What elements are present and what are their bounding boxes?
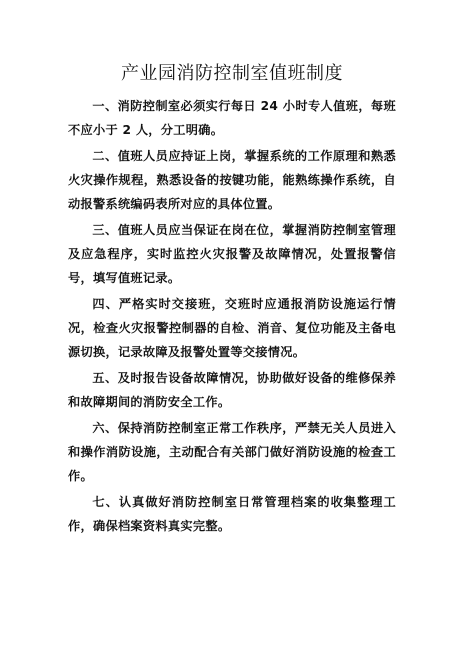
rule-paragraph-7: 七、认真做好消防控制室日常管理档案的收集整理工作，确保档案资料真实完整。 [68,495,396,533]
rule-paragraph-3: 三、值班人员应当保证在岗在位，掌握消防控制室管理及应急程序，实时监控火灾报警及故障情况，处置报警信号，填写值班记录。 [68,223,396,285]
rule-paragraph-4: 四、严格实时交接班，交班时应通报消防设施运行情况，检查火灾报警控制器的自检、消音、复位功能及主备电源切换，记录故障及报警处置等交接情况。 [68,297,396,359]
rule-paragraph-2: 二、值班人员应持证上岗，掌握系统的工作原理和熟悉火灾操作规程，熟悉设备的按键功能，能熟练操作系统，自动报警系统编码表所对应的具体位置。 [68,149,396,211]
document-title: 产业园消防控制室值班制度 [121,63,343,84]
rule-paragraph-1: 一、消防控制室必须实行每日 24 小时专人值班，每班不应小于 2 人，分工明确。 [68,99,396,137]
rule-paragraph-5: 五、及时报告设备故障情况，协助做好设备的维修保养和故障期间的消防安全工作。 [68,371,396,409]
rule-paragraph-6: 六、保持消防控制室正常工作秩序，严禁无关人员进入和操作消防设施，主动配合有关部门做好消防设施的检查工作。 [68,421,396,483]
